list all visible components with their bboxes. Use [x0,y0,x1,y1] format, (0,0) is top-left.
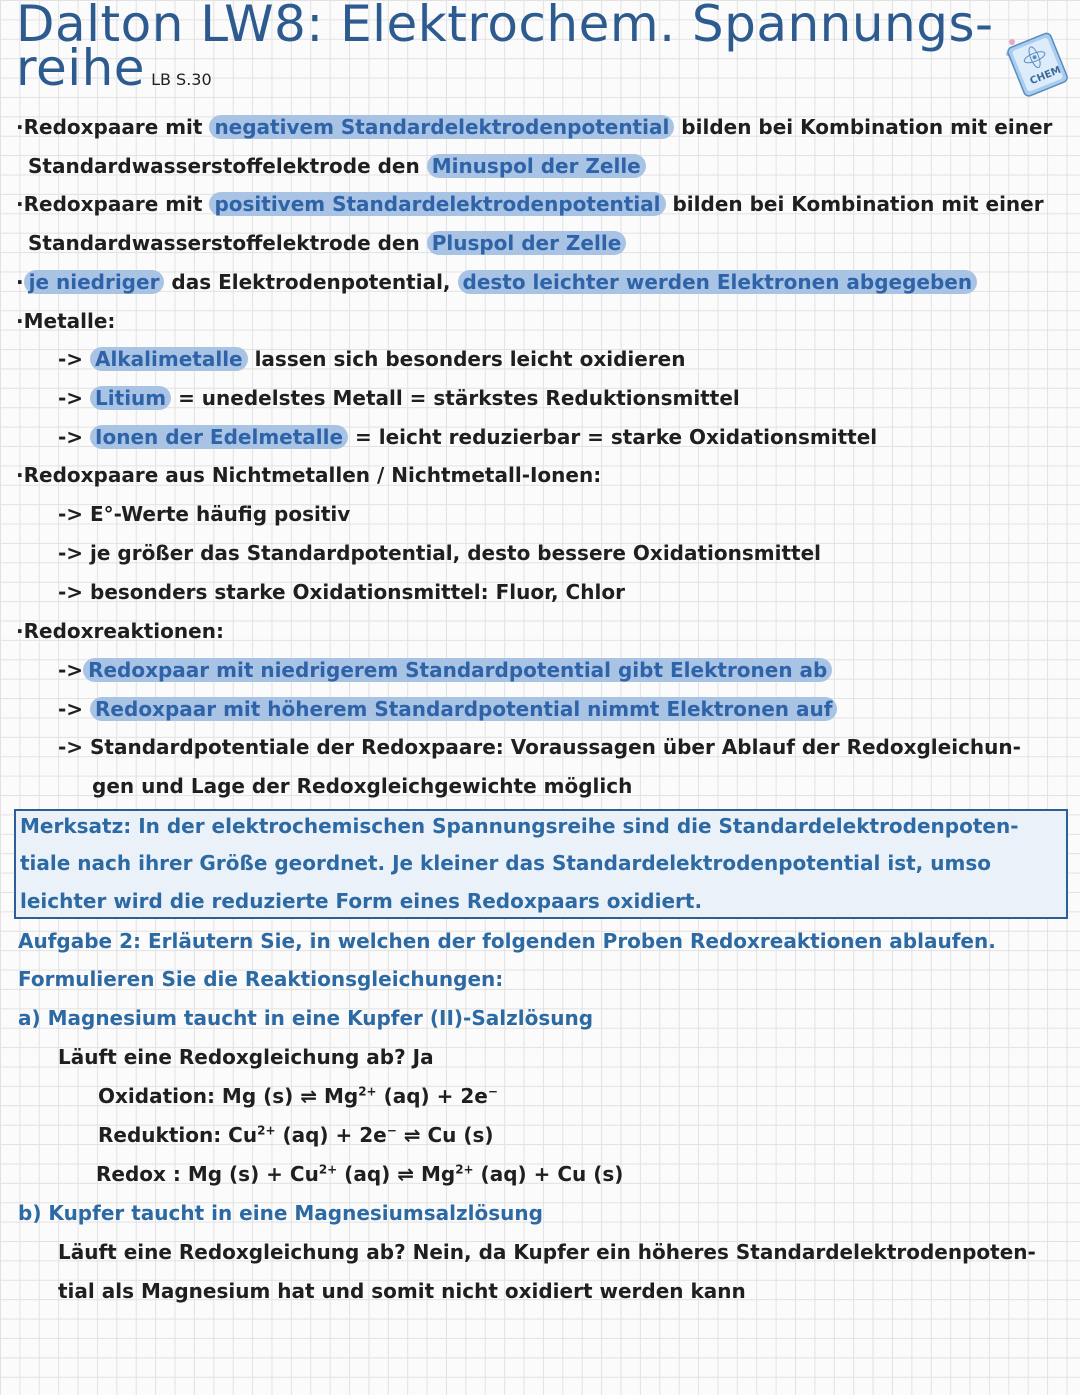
note-line: · je niedriger das Elektrodenpotential, desto leichter werden Elektronen abgegeben [16,267,977,297]
highlight: negativem Standardelektrodenpotential [209,115,674,139]
task-part-b: b) Kupfer taucht in eine Magnesiumsalzlösung [18,1201,543,1225]
task-part-a: a) Magnesium taucht in eine Kupfer (II)-Salzlösung [18,1006,594,1030]
note-line: gen und Lage der Redoxgleichgewichte möglich [92,774,633,798]
task-line: Formulieren Sie die Reaktionsgleichungen: [18,967,504,991]
sticker-label: CHEM [1028,64,1063,88]
highlight: Alkalimetalle [90,347,248,371]
highlight: Litium [90,386,171,410]
note-line: Standardwasserstoffelektrode den Pluspol der Zelle [28,228,626,258]
highlight: Minuspol der Zelle [427,154,646,178]
note-line: -> Redoxpaar mit höherem Standardpotential nimmt Elektronen auf [58,694,837,724]
note-line: ·Redoxpaare aus Nichtmetallen / Nichtmetall-Ionen: [16,463,602,487]
chem-book-icon [1000,28,1070,98]
note-line: -> je größer das Standardpotential, desto bessere Oxidationsmittel [58,541,822,565]
answer-line: Läuft eine Redoxgleichung ab? Nein, da Kupfer ein höheres Standardelektrodenpoten- [58,1240,1036,1264]
answer-line: Läuft eine Redoxgleichung ab? Ja [58,1045,434,1069]
highlight: Pluspol der Zelle [427,231,627,255]
note-line: Standardwasserstoffelektrode den Minuspol der Zelle [28,151,646,181]
redox-equation: Redox : Mg $(s) + Cu^{2+}$ (aq) ⇌ $Mg^{2+}$ (aq) + Cu (s) [96,1162,624,1186]
note-line: -> Litium = unedelstes Metall = stärkstes Reduktionsmittel [58,386,740,410]
note-line: ·Metalle: [16,309,116,333]
oxidation-equation: Oxidation: Mg (s) ⇌ $Mg^{2+}$ (aq) + 2e− [98,1084,498,1108]
merksatz-line: Merksatz: In der elektrochemischen Spannungsreihe sind die Standardelektrodenpoten- [20,814,1019,838]
task-line: Aufgabe 2: Erläutern Sie, in welchen der folgenden Proben Redoxreaktionen ablaufen. [18,929,996,953]
page-title [16,2,994,102]
highlight: positivem Standardelektrodenpotential [209,192,665,216]
note-line: -> Redoxpaar mit niedrigerem Standardpotential gibt Elektronen ab [58,655,832,685]
answer-line: tial als Magnesium hat und somit nicht oxidiert werden kann [58,1279,746,1303]
note-line: ·Redoxpaare mit positivem Standardelektrodenpotential bilden bei Kombination mit einer [16,192,1044,216]
note-line: ·Redoxreaktionen: [16,619,224,643]
title-line-2: reihe [16,39,146,97]
merksatz-line: leichter wird die reduzierte Form eines Redoxpaars oxidiert. [20,889,703,913]
note-line: -> E°-Werte häufig positiv [58,502,351,526]
highlight: desto leichter werden Elektronen abgegeben [458,270,978,294]
note-line: ·Redoxpaare mit negativem Standardelektrodenpotential bilden bei Kombination mit einer [16,115,1053,139]
highlight: Ionen der Edelmetalle [90,425,348,449]
title-line-1: Dalton LW8: Elektrochem. Spannungs- [16,0,994,53]
note-line: -> besonders starke Oxidationsmittel: Fluor, Chlor [58,580,625,604]
book-reference: LB S.30 [151,70,212,89]
highlight: Redoxpaar mit niedrigerem Standardpotential gibt Elektronen ab [83,658,832,682]
merksatz-line: tiale nach ihrer Größe geordnet. Je kleiner das Standardelektrodenpotential ist, umso [20,851,991,875]
note-line: -> Alkalimetalle lassen sich besonders leicht oxidieren [58,347,686,371]
highlight: je niedriger [24,270,165,294]
note-line: -> Standardpotentiale der Redoxpaare: Voraussagen über Ablauf der Redoxgleichun- [58,735,1021,759]
highlight: Redoxpaar mit höherem Standardpotential nimmt Elektronen auf [90,697,837,721]
note-line: -> Ionen der Edelmetalle = leicht reduzierbar = starke Oxidationsmittel [58,425,878,449]
reduction-equation: Reduktion: $Cu^{2+}$ (aq) + 2e− ⇌ Cu (s) [98,1123,494,1147]
